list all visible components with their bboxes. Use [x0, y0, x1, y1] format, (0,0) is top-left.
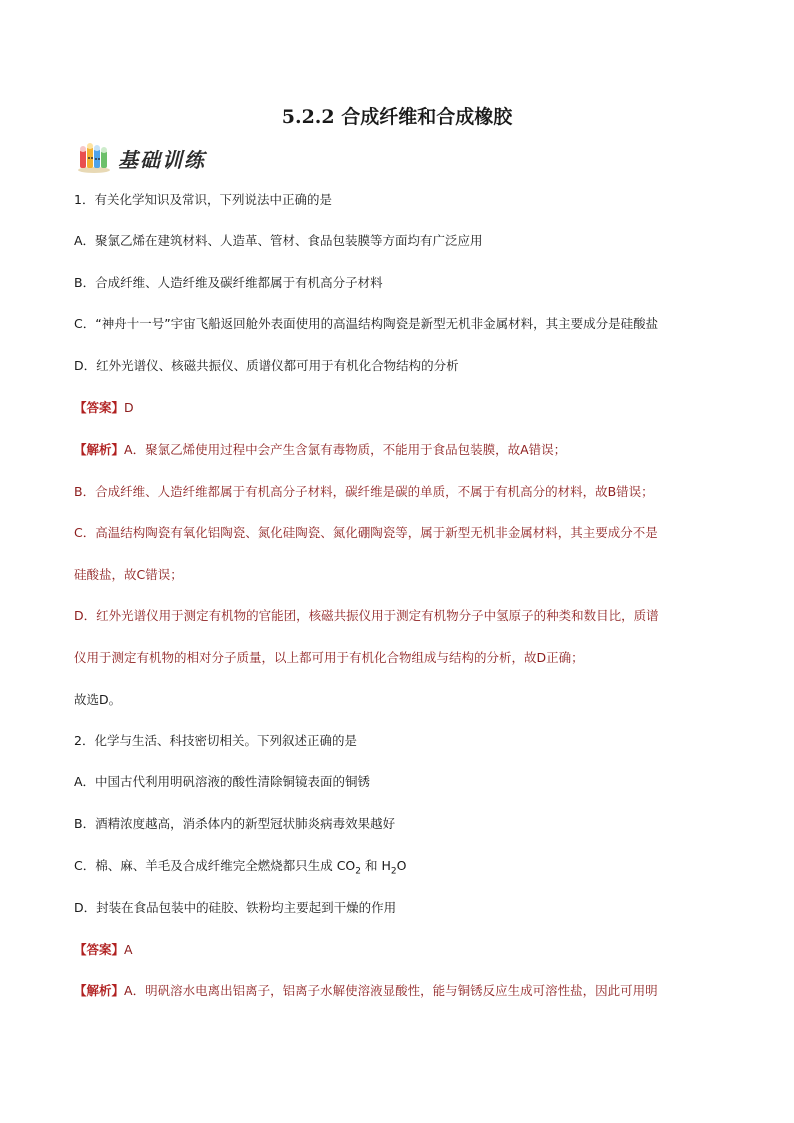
- q1-analysis-line-6: 仪用于测定有机物的相对分子质量，以上都可用于有机化合物组成与结构的分析，故D正确；: [74, 650, 584, 665]
- q2-answer-value: A: [124, 942, 133, 957]
- section-label: 基础训练: [118, 147, 206, 172]
- q2-option-c-sub-h2o: 2: [390, 866, 397, 876]
- q2-answer-tag: 【答案】: [74, 942, 125, 957]
- q2-option-c-text: C．棉、麻、羊毛及合成纤维完全燃烧都只生成 CO: [74, 858, 356, 873]
- pencils-mascot-icon: [76, 142, 112, 174]
- q1-option-a: A．聚氯乙烯在建筑材料、人造革、管材、食品包装膜等方面均有广泛应用: [74, 233, 483, 248]
- q1-answer-value: D: [124, 400, 134, 415]
- q1-analysis-line-5: D．红外光谱仪用于测定有机物的官能团，核磁共振仪用于测定有机物分子中氢原子的种类和数目比，质谱: [74, 608, 659, 623]
- q2-analysis-text: A．明矾溶水电离出铝离子，铝离子水解使溶液显酸性，能与铜锈反应生成可溶性盐，因此可用明: [124, 983, 658, 998]
- q2-option-d: D．封装在食品包装中的硅胶、铁粉均主要起到干燥的作用: [74, 900, 397, 915]
- q2-option-c: [74, 856, 734, 876]
- q2-option-b: B．酒精浓度越高，消杀体内的新型冠状肺炎病毒效果越好: [74, 816, 396, 831]
- q2-analysis-line-1: [74, 981, 734, 1001]
- q1-analysis-line-2: B．合成纤维、人造纤维都属于有机高分子材料，碳纤维是碳的单质，不属于有机高分的材料，故B错误；: [74, 484, 654, 499]
- q1-option-c: C．“神舟十一号”宇宙飞船返回舱外表面使用的高温结构陶瓷是新型无机非金属材料，其主要成分是硅酸盐: [74, 316, 659, 331]
- q1-stem: 1．有关化学知识及常识，下列说法中正确的是: [74, 192, 332, 207]
- q2-option-c-sub-co2: 2: [355, 866, 362, 876]
- q2-option-c-end: O: [396, 858, 407, 873]
- page-title: 5.2.2 合成纤维和合成橡胶: [281, 106, 513, 128]
- q1-analysis-line-4: 硅酸盐，故C错误；: [74, 567, 183, 582]
- q2-analysis-tag: 【解析】: [74, 983, 125, 998]
- q1-answer-tag: 【答案】: [74, 400, 125, 415]
- q1-answer-line: [74, 398, 734, 418]
- q2-stem: 2．化学与生活、科技密切相关。下列叙述正确的是: [74, 733, 357, 748]
- q1-conclusion: 故选D。: [74, 692, 122, 707]
- q1-analysis-text: A．聚氯乙烯使用过程中会产生含氯有毒物质，不能用于食品包装膜，故A错误；: [124, 442, 567, 457]
- q1-analysis-line-1: [74, 440, 734, 460]
- q2-option-a: A．中国古代利用明矾溶液的酸性清除铜镜表面的铜锈: [74, 774, 371, 789]
- q2-option-c-and: 和 H: [361, 858, 391, 873]
- q1-option-b: B．合成纤维、人造纤维及碳纤维都属于有机高分子材料: [74, 275, 383, 290]
- q2-answer-line: [74, 940, 734, 960]
- q1-analysis-tag: 【解析】: [74, 442, 125, 457]
- q1-option-d: D．红外光谱仪、核磁共振仪、质谱仪都可用于有机化合物结构的分析: [74, 358, 459, 373]
- q1-analysis-line-3: C．高温结构陶瓷有氧化铝陶瓷、氮化硅陶瓷、氮化硼陶瓷等，属于新型无机非金属材料，其主要成分不是: [74, 525, 658, 540]
- section-banner: [76, 140, 206, 176]
